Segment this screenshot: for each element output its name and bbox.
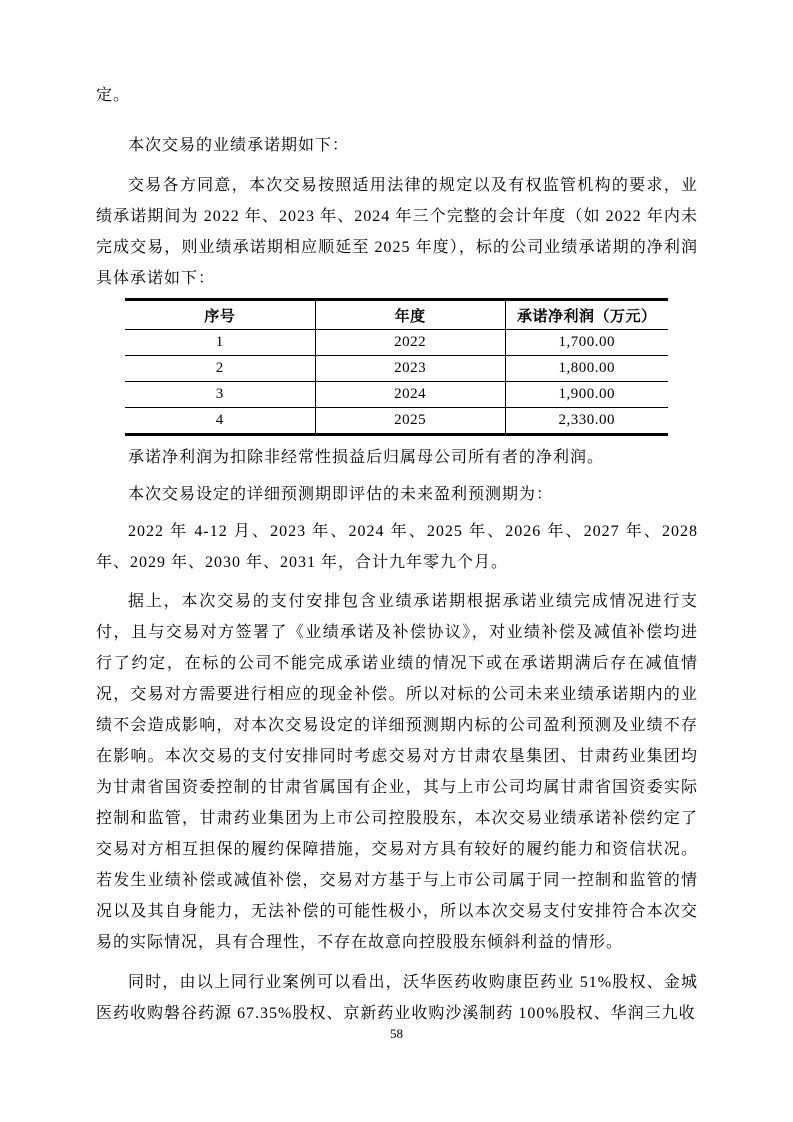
paragraph-agreement-terms: 交易各方同意，本次交易按照适用法律的规定以及有权监管机构的要求，业绩承诺期间为 2022 年、2023 年、2024 年三个完整的会计年度（如 2022 年内未完成交易，则业绩承诺期相应顺延至 2025 年度），标的公司业绩承诺期的净利润具体承诺如下： <box>96 177 698 287</box>
net-profit-commitment-table <box>125 298 668 436</box>
table-cell-seq: 3 <box>215 386 224 402</box>
table-cell-year: 2025 <box>315 408 505 435</box>
paragraph-payment-analysis: 据上，本次交易的支付安排包含业绩承诺期根据承诺业绩完成情况进行支付，且与交易对方签署了《业绩承诺及补偿协议》，对业绩补偿及减值补偿均进行了约定，在标的公司不能完成承诺业绩的情况下或在承诺期满后存在减值情况，交易对方需要进行相应的现金补偿。所以对标的公司未来业绩承诺期内的业绩不会造成影响，对本次交易设定的详细预测期内标的公司盈利预测及业绩不存在影响。本次交易的支付安排同时考虑交易对方甘肃农垦集团、甘肃药业集团均为甘肃省国资委控制的甘肃省属国有企业，其与上市公司均属甘肃省国资委实际控制和监管，甘肃药业集团为上市公司控股股东，本次交易业绩承诺补偿约定了交易对方相互担保的履约保障措施，交易对方具有较好的履约能力和资信状况。若发生业绩补偿或减值补偿，交易对方基于与上市公司属于同一控制和监管的情况以及其自身能力，无法补偿的可能性极小，所以本次交易支付安排符合本次交易的实际情况，具有合理性，不存在故意向控股股东倾斜利益的情形。 <box>96 593 698 951</box>
paragraph-industry-cases: 同时，由以上同行业案例可以看出，沃华医药收购康臣药业 51%股权、金城医药收购磐谷药源 67.35%股权、京新药业收购沙溪制药 100%股权、华润三九收 <box>96 974 698 1022</box>
table-header-year: 年度 <box>315 300 505 330</box>
document-body <box>96 80 698 1035</box>
table-cell-profit: 1,700.00 <box>558 334 616 350</box>
table-cell-profit: 2,330.00 <box>558 412 616 428</box>
table-header-row <box>125 300 668 330</box>
table-row <box>125 408 668 435</box>
paragraph-continuation: 定。 <box>96 87 131 104</box>
page-footer <box>0 1026 793 1042</box>
table-header-seq: 序号 <box>204 308 236 325</box>
table-row <box>125 356 668 382</box>
table-header-profit: 承诺净利润（万元） <box>517 308 657 325</box>
table-row <box>125 330 668 356</box>
table-cell-year: 2022 <box>315 330 505 356</box>
table-cell-profit: 1,800.00 <box>558 360 616 376</box>
paragraph-forecast-intro: 本次交易设定的详细预测期即评估的未来盈利预测期为： <box>128 486 554 503</box>
paragraph-forecast-period: 2022 年 4-12 月、2023 年、2024 年、2025 年、2026 年、2027 年、2028 年、2029 年、2030 年、2031 年，合计九年零九个月。 <box>96 523 698 571</box>
table-cell-year: 2024 <box>315 382 505 408</box>
paragraph-profit-definition: 承诺净利润为扣除非经常性损益后归属母公司所有者的净利润。 <box>128 449 605 466</box>
table-cell-profit: 1,900.00 <box>558 386 616 402</box>
table-cell-seq: 2 <box>215 360 224 376</box>
table-cell-seq: 1 <box>215 334 224 350</box>
table-cell-seq: 4 <box>215 412 224 428</box>
table-cell-year: 2023 <box>315 356 505 382</box>
page-number: 58 <box>390 1026 403 1041</box>
table-row <box>125 382 668 408</box>
paragraph-commitment-intro: 本次交易的业绩承诺期如下： <box>128 137 350 154</box>
